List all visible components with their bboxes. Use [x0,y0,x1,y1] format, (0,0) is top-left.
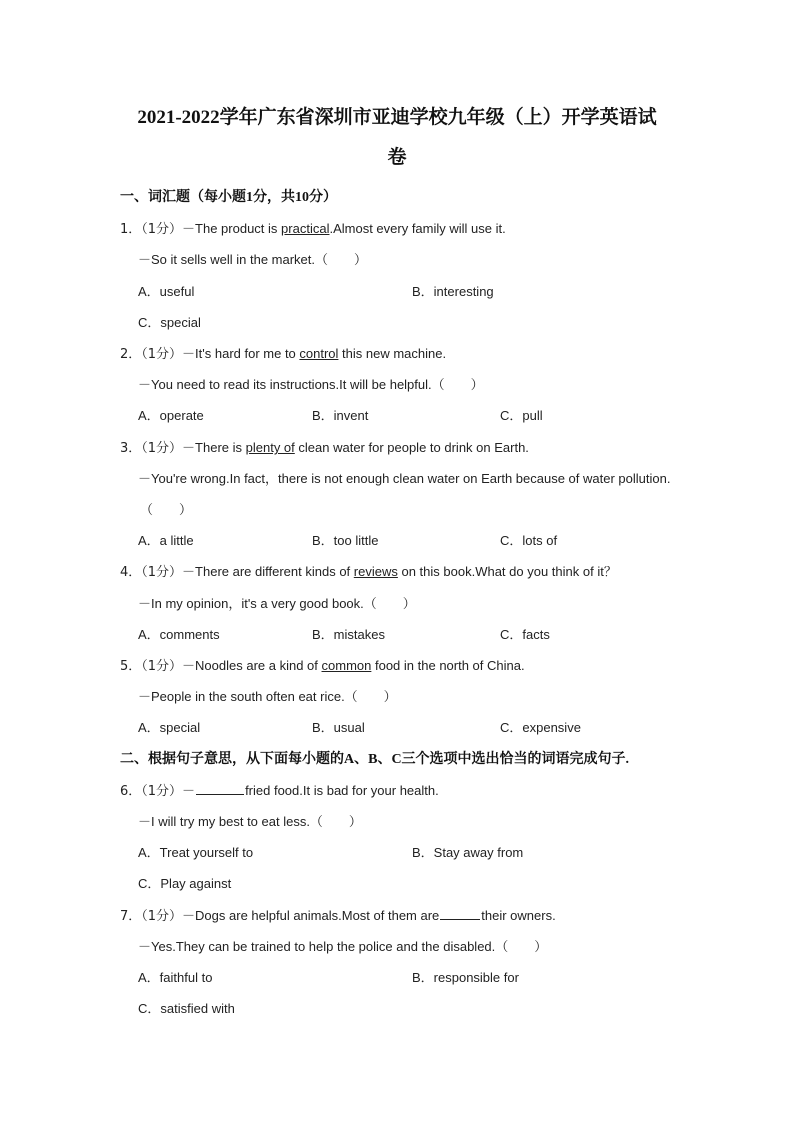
answer-blank[interactable] [196,782,244,795]
question-number: 7．（1分） [120,909,183,924]
underlined-word: plenty of [245,440,295,455]
question-3: 3．（1分）－There is plenty of clean water for people to drink on Earth. [120,440,529,456]
option-a[interactable]: A．faithful to [138,970,213,985]
option-a[interactable]: A．useful [138,284,195,299]
question-number: 6．（1分） [120,784,183,799]
option-c[interactable]: C．satisfied with [138,1001,235,1016]
option-b[interactable]: B．mistakes [312,627,385,642]
question-2: 2．（1分）－It's hard for me to control this new machine. [120,346,447,362]
question-number: 1．（1分） [120,222,183,237]
option-c[interactable]: C．lots of [500,533,558,548]
question-7: 7．（1分）－Dogs are helpful animals.Most of them are their owners. [120,908,556,924]
question-number: 4．（1分） [120,565,183,580]
question-3-response: －You're wrong.In fact，there is not enough clean water on Earth because of water pollution. [138,471,671,486]
option-c[interactable]: C．Play against [138,876,232,891]
option-c[interactable]: C．pull [500,408,543,423]
question-5-response: －People in the south often eat rice.（ ） [138,689,397,704]
option-b[interactable]: B．responsible for [412,970,519,985]
section-heading-vocabulary: 一、词汇题（每小题1分，共10分） [120,190,337,205]
title-line-2: 卷 [387,147,407,168]
question-number: 5．（1分） [120,659,183,674]
question-6: 6．（1分）－ fried food.It is bad for your health. [120,783,439,799]
option-b[interactable]: B．too little [312,533,379,548]
option-b[interactable]: B．interesting [412,284,494,299]
question-number: 3．（1分） [120,441,183,456]
underlined-word: reviews [353,564,398,579]
question-2-response: －You need to read its instructions.It will be helpful.（ ） [138,377,484,392]
question-4: 4．（1分）－There are different kinds of reviews on this book.What do you think of it？ [120,564,617,580]
option-b[interactable]: B．usual [312,720,365,735]
option-a[interactable]: A．Treat yourself to [138,845,254,860]
underlined-word: practical [281,221,330,236]
question-number: 2．（1分） [120,347,183,362]
option-b[interactable]: B．Stay away from [412,845,524,860]
option-c[interactable]: C．expensive [500,720,581,735]
question-3-answer-bracket: （ ） [140,502,193,517]
title-line-1: 2021-2022学年广东省深圳市亚迪学校九年级（上）开学英语试 [137,107,657,128]
option-a[interactable]: A．operate [138,408,204,423]
exam-title [100,98,694,178]
section-heading-sentence-completion: 二、根据句子意思，从下面每小题的A、B、C三个选项中选出恰当的词语完成句子. [120,752,630,767]
option-c[interactable]: C．special [138,315,201,330]
underlined-word: common [321,658,372,673]
answer-blank[interactable] [440,907,480,920]
underlined-word: control [299,346,339,361]
question-5: 5．（1分）－Noodles are a kind of common food in the north of China. [120,658,525,674]
question-1-response: －So it sells well in the market.（ ） [138,252,368,267]
question-7-response: －Yes.They can be trained to help the police and the disabled.（ ） [138,939,548,954]
option-c[interactable]: C．facts [500,627,550,642]
question-1: 1．（1分）－The product is practical.Almost every family will use it. [120,221,506,237]
option-a[interactable]: A．a little [138,533,194,548]
option-a[interactable]: A．comments [138,627,220,642]
question-4-response: －In my opinion，it's a very good book.（ ） [138,596,416,611]
option-a[interactable]: A．special [138,720,201,735]
option-b[interactable]: B．invent [312,408,369,423]
question-6-response: －I will try my best to eat less.（ ） [138,814,362,829]
